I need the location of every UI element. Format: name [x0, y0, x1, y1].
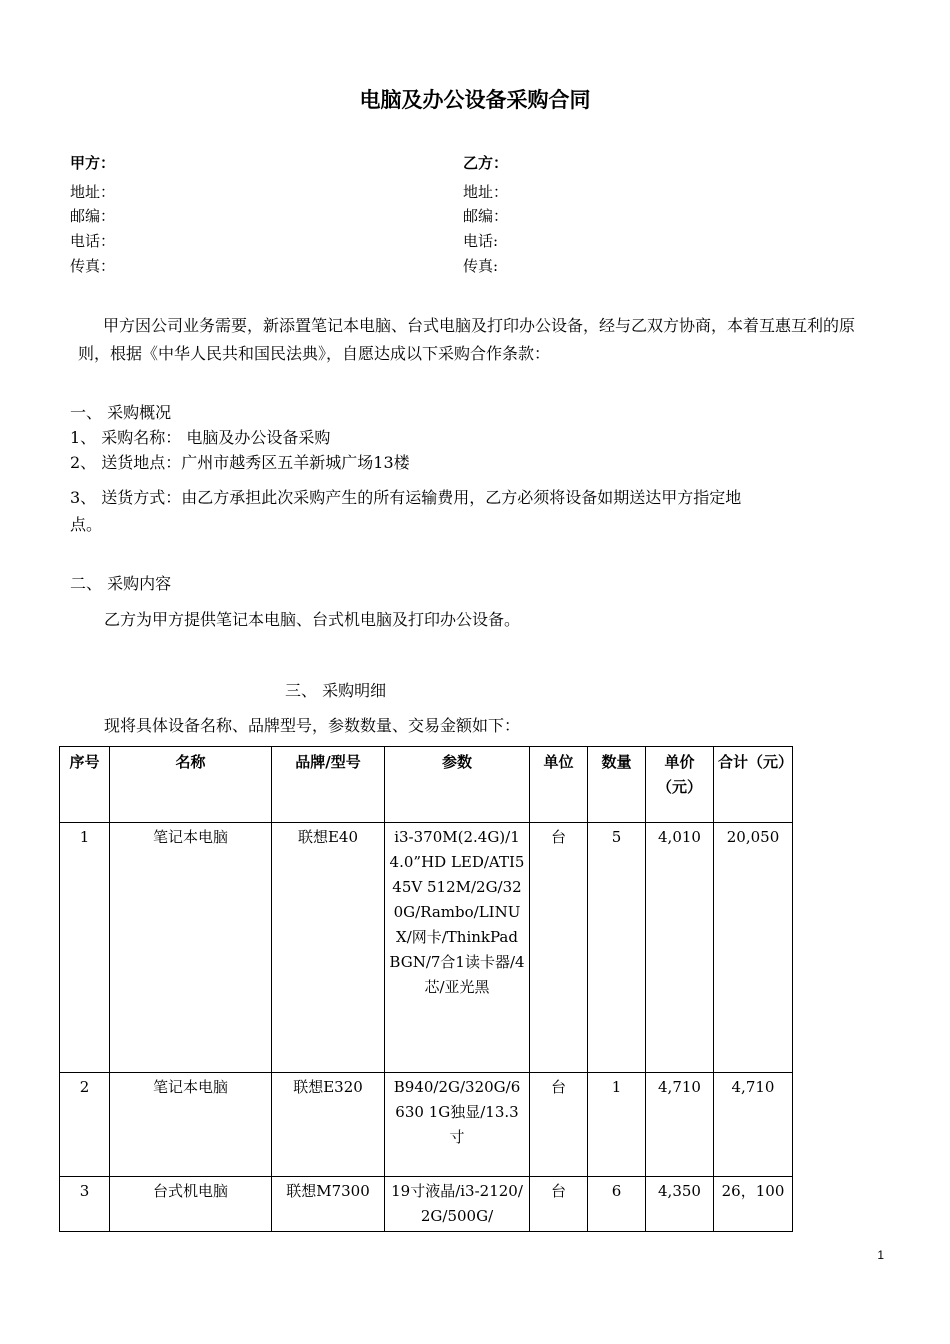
section1-item3-line2: 点。 [70, 515, 103, 534]
header-cell: 单位 [530, 747, 588, 823]
table-cell: 1 [588, 1073, 646, 1177]
header-cell: 数量 [588, 747, 646, 823]
header-cell: 品牌/型号 [272, 747, 385, 823]
table-cell: 19寸液晶/i3-2120/2G/500G/ [385, 1177, 530, 1232]
party-b-address: 地址： [463, 183, 509, 201]
party-b-postcode: 邮编： [463, 207, 509, 225]
table-cell: 6 [588, 1177, 646, 1232]
table-cell: 1 [60, 823, 110, 1073]
table-cell: 2 [60, 1073, 110, 1177]
party-b-phone: 电话: [463, 232, 499, 250]
table-row [60, 1073, 793, 1177]
table-cell: 联想E320 [272, 1073, 385, 1177]
document-title: 电脑及办公设备采购合同 [359, 88, 591, 112]
table-cell: 4,350 [646, 1177, 714, 1232]
party-a-fax: 传真： [70, 257, 116, 275]
section2-heading: 二、 采购内容 [70, 574, 172, 593]
table-cell: 4,710 [714, 1073, 793, 1177]
table-cell: 联想M7300 [272, 1177, 385, 1232]
header-cell: 参数 [385, 747, 530, 823]
table-cell: 5 [588, 823, 646, 1073]
party-a-label: 甲方： [70, 154, 116, 172]
table-cell: 笔记本电脑 [110, 1073, 272, 1177]
table-cell: 联想E40 [272, 823, 385, 1073]
header-cell: 序号 [60, 747, 110, 823]
section3-heading: 三、 采购明细 [285, 681, 387, 700]
page-number: 1 [877, 1248, 884, 1262]
intro-paragraph: 甲方因公司业务需要，新添置笔记本电脑、台式电脑及打印办公设备，经与乙双方协商，本着互惠互利的原则，根据《中华人民共和国民法典》，自愿达成以下采购合作条款： [78, 316, 856, 363]
table-cell: 笔记本电脑 [110, 823, 272, 1073]
table-cell: 台式机电脑 [110, 1177, 272, 1232]
procurement-detail-table [59, 746, 793, 1232]
party-b-fax: 传真: [463, 257, 499, 275]
table-cell: B940/2G/320G/6630 1G独显/13.3寸 [385, 1073, 530, 1177]
header-cell: 合计（元） [714, 747, 793, 823]
party-b-label: 乙方： [463, 154, 509, 172]
party-a-postcode: 邮编： [70, 207, 116, 225]
party-a-phone: 电话： [70, 232, 116, 250]
table-row [60, 823, 793, 1073]
table-cell: 26，100 [714, 1177, 793, 1232]
section1-item1: 1、 采购名称： 电脑及办公设备采购 [70, 428, 331, 447]
header-cell: 单价（元） [646, 747, 714, 823]
table-cell: 台 [530, 823, 588, 1073]
section3-text: 现将具体设备名称、品牌型号，参数数量、交易金额如下： [104, 716, 521, 735]
table-cell: 4,010 [646, 823, 714, 1073]
section1-item2: 2、 送货地点：广州市越秀区五羊新城广场13楼 [70, 453, 410, 472]
section2-text: 乙方为甲方提供笔记本电脑、台式机电脑及打印办公设备。 [104, 610, 521, 629]
section1-heading: 一、 采购概况 [70, 403, 172, 422]
table-cell: i3-370M(2.4G)/14.0”HD LED/ATI545V 512M/2G/320G/Rambo/LINUX/网卡/ThinkPad BGN/7合1读卡器/4芯/亚光黑 [385, 823, 530, 1073]
table-cell: 3 [60, 1177, 110, 1232]
table-cell: 台 [530, 1177, 588, 1232]
section1-item3-line1: 3、 送货方式：由乙方承担此次采购产生的所有运输费用，乙方必须将设备如期送达甲方指定地 [70, 488, 742, 507]
table-row [60, 1177, 793, 1232]
table-cell: 台 [530, 1073, 588, 1177]
table-header-row [60, 747, 793, 823]
header-cell: 名称 [110, 747, 272, 823]
party-a-address: 地址： [70, 183, 116, 201]
table-cell: 4,710 [646, 1073, 714, 1177]
table-cell: 20,050 [714, 823, 793, 1073]
